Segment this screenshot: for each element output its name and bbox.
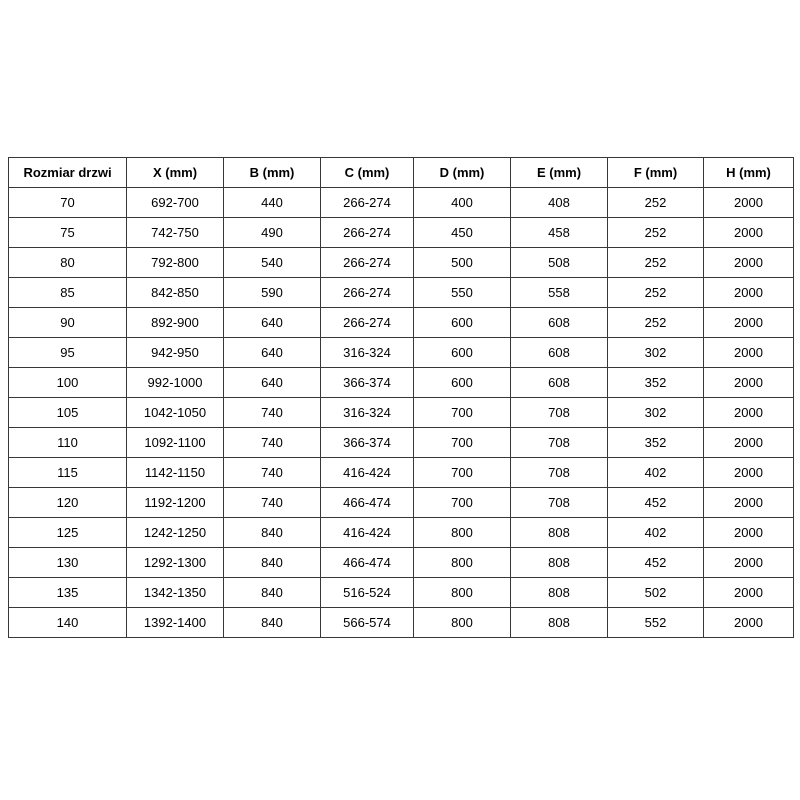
table-cell: 90 [9,308,127,338]
table-row [9,308,794,338]
table-cell: 840 [224,608,321,638]
table-row [9,458,794,488]
table-cell: 808 [511,608,608,638]
table-cell: 608 [511,338,608,368]
table-cell: 2000 [704,218,794,248]
table-cell: 490 [224,218,321,248]
table-cell: 452 [608,488,704,518]
header-cell: Rozmiar drzwi [9,158,127,188]
table-cell: 450 [414,218,511,248]
table-cell: 70 [9,188,127,218]
table-cell: 2000 [704,548,794,578]
table-cell: 252 [608,218,704,248]
table-row [9,218,794,248]
table-cell: 402 [608,458,704,488]
table-cell: 352 [608,368,704,398]
table-cell: 740 [224,398,321,428]
table-cell: 366-374 [321,368,414,398]
table-row [9,188,794,218]
table-cell: 466-474 [321,548,414,578]
table-row [9,428,794,458]
door-size-table [8,157,794,638]
table-cell: 500 [414,248,511,278]
table-cell: 75 [9,218,127,248]
table-cell: 708 [511,398,608,428]
table-cell: 266-274 [321,308,414,338]
header-row [9,158,794,188]
table-cell: 808 [511,548,608,578]
table-cell: 600 [414,308,511,338]
table-cell: 808 [511,578,608,608]
table-cell: 942-950 [127,338,224,368]
table-cell: 266-274 [321,278,414,308]
table-cell: 452 [608,548,704,578]
table-row [9,368,794,398]
table-cell: 700 [414,458,511,488]
table-cell: 740 [224,488,321,518]
table-cell: 792-800 [127,248,224,278]
table-cell: 125 [9,518,127,548]
table-cell: 2000 [704,428,794,458]
table-row [9,608,794,638]
table-cell: 252 [608,278,704,308]
table-cell: 2000 [704,278,794,308]
table-cell: 516-524 [321,578,414,608]
table-cell: 266-274 [321,248,414,278]
table-cell: 590 [224,278,321,308]
table-cell: 100 [9,368,127,398]
table-cell: 458 [511,218,608,248]
table-cell: 508 [511,248,608,278]
table-cell: 1292-1300 [127,548,224,578]
table-cell: 416-424 [321,458,414,488]
table-cell: 558 [511,278,608,308]
table-cell: 1392-1400 [127,608,224,638]
table-cell: 708 [511,428,608,458]
table-cell: 600 [414,338,511,368]
table-cell: 440 [224,188,321,218]
table-cell: 700 [414,488,511,518]
table-cell: 302 [608,398,704,428]
table-cell: 366-374 [321,428,414,458]
table-cell: 708 [511,488,608,518]
table-cell: 842-850 [127,278,224,308]
table-cell: 840 [224,518,321,548]
table-cell: 502 [608,578,704,608]
table-cell: 552 [608,608,704,638]
table-cell: 85 [9,278,127,308]
table-cell: 708 [511,458,608,488]
table-cell: 800 [414,548,511,578]
header-cell: F (mm) [608,158,704,188]
table-cell: 400 [414,188,511,218]
table-row [9,488,794,518]
header-cell: H (mm) [704,158,794,188]
table-cell: 80 [9,248,127,278]
table-body [9,188,794,638]
header-cell: X (mm) [127,158,224,188]
table-cell: 1092-1100 [127,428,224,458]
table-cell: 1142-1150 [127,458,224,488]
table-row [9,338,794,368]
table-cell: 2000 [704,458,794,488]
table-cell: 892-900 [127,308,224,338]
table-row [9,398,794,428]
table-cell: 2000 [704,518,794,548]
table-cell: 140 [9,608,127,638]
table-cell: 800 [414,608,511,638]
table-cell: 800 [414,578,511,608]
table-cell: 840 [224,578,321,608]
table-cell: 2000 [704,578,794,608]
table-cell: 1342-1350 [127,578,224,608]
table-cell: 640 [224,368,321,398]
table-cell: 600 [414,368,511,398]
table-cell: 840 [224,548,321,578]
table-cell: 266-274 [321,218,414,248]
table-cell: 416-424 [321,518,414,548]
table-cell: 608 [511,308,608,338]
table-cell: 115 [9,458,127,488]
table-cell: 700 [414,428,511,458]
table-cell: 2000 [704,338,794,368]
table-cell: 2000 [704,308,794,338]
table-cell: 2000 [704,368,794,398]
header-cell: C (mm) [321,158,414,188]
table-row [9,248,794,278]
table-cell: 2000 [704,398,794,428]
table-cell: 252 [608,188,704,218]
table-cell: 808 [511,518,608,548]
table-cell: 408 [511,188,608,218]
table-cell: 130 [9,548,127,578]
table-cell: 105 [9,398,127,428]
table-cell: 302 [608,338,704,368]
table-cell: 740 [224,428,321,458]
header-cell: B (mm) [224,158,321,188]
table-cell: 700 [414,398,511,428]
table-header [9,158,794,188]
table-cell: 352 [608,428,704,458]
table-cell: 608 [511,368,608,398]
table-cell: 992-1000 [127,368,224,398]
table-row [9,548,794,578]
table-cell: 252 [608,248,704,278]
table-cell: 120 [9,488,127,518]
table-cell: 692-700 [127,188,224,218]
header-cell: E (mm) [511,158,608,188]
table-cell: 135 [9,578,127,608]
table-cell: 742-750 [127,218,224,248]
table-cell: 110 [9,428,127,458]
table-row [9,578,794,608]
table-cell: 740 [224,458,321,488]
table-cell: 640 [224,308,321,338]
table-cell: 266-274 [321,188,414,218]
table-cell: 1192-1200 [127,488,224,518]
table-cell: 2000 [704,248,794,278]
table-cell: 800 [414,518,511,548]
table-cell: 402 [608,518,704,548]
table-cell: 550 [414,278,511,308]
table-cell: 95 [9,338,127,368]
table-cell: 1242-1250 [127,518,224,548]
table-cell: 2000 [704,188,794,218]
table-cell: 2000 [704,488,794,518]
table-row [9,278,794,308]
table-cell: 316-324 [321,338,414,368]
table-row [9,518,794,548]
header-cell: D (mm) [414,158,511,188]
table-cell: 466-474 [321,488,414,518]
table-cell: 2000 [704,608,794,638]
table-cell: 252 [608,308,704,338]
table-container [8,157,793,638]
table-cell: 540 [224,248,321,278]
table-cell: 1042-1050 [127,398,224,428]
table-cell: 316-324 [321,398,414,428]
table-cell: 566-574 [321,608,414,638]
table-cell: 640 [224,338,321,368]
